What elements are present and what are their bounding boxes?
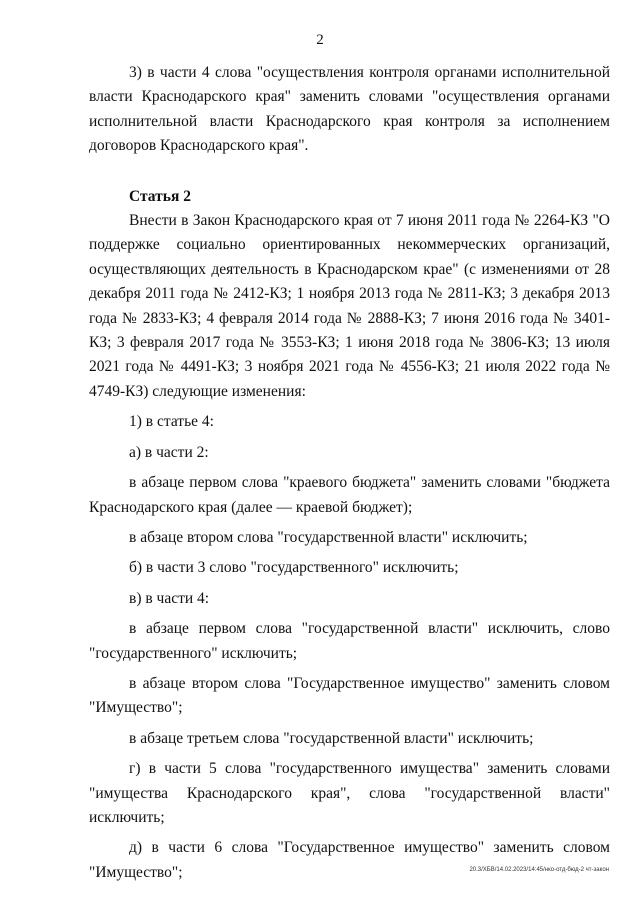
article-paragraph: в абзаце первом слова "краевого бюджета" заменить словами "бюджета Краснодарского края (далее — краевой бюджет); bbox=[89, 474, 610, 516]
article-paragraph: Внести в Закон Краснодарского края от 7 июня 2011 года № 2264-КЗ "О поддержке социально ориентированных некоммерческих организаций, осуществляющих деятельность в Краснодарском крае" (с изменениями от 28 декабря 2011 года № 2412-КЗ; 1 ноября 2013 года № 2811-КЗ; 3 декабря 2013 года № 2833-КЗ; 4 февраля 2014 года № 2888-КЗ; 7 июня 2016 года № 3401-КЗ; 3 февраля 2017 года № 3553-КЗ; 1 июня 2018 года № 3806-КЗ; 13 июля 2021 года № 4491-КЗ; 3 ноября 2021 года № 4556-КЗ; 21 июля 2022 года № 4749-КЗ) следующие изменения: bbox=[89, 212, 610, 400]
article-paragraph: б) в части 3 слово "государственного" исключить; bbox=[129, 559, 459, 577]
page-number: 2 bbox=[316, 32, 324, 48]
article-heading: Статья 2 bbox=[129, 187, 191, 205]
article-paragraph: в абзаце первом слова "государственной власти" исключить, слово "государственного" исключить; bbox=[89, 620, 610, 662]
paragraph-amendment-3: 3) в части 4 слова "осуществления контроля органами исполнительной власти Краснодарского края" заменить словами "осуществления органами исполнительной власти Краснодарского края контроля за исполнением договоров Краснодарского края". bbox=[89, 64, 610, 155]
article-paragraph: в абзаце втором слова "государственной власти" исключить; bbox=[129, 528, 528, 546]
article-paragraph: в) в части 4: bbox=[129, 589, 210, 607]
article-paragraph: а) в части 2: bbox=[129, 443, 209, 461]
article-paragraph: д) в части 6 слова "Государственное имущество" заменить словом "Имущество"; bbox=[89, 839, 610, 881]
article-2-body bbox=[89, 209, 610, 885]
document-body bbox=[89, 61, 610, 891]
article-paragraph: в абзаце третьем слова "государственной власти" исключить; bbox=[129, 729, 534, 747]
footer-document-code: 20.3/ХБВ/14.02.2023/14:45/нко-отд-бюд-2 чт-закон bbox=[469, 867, 609, 873]
article-paragraph: 1) в статье 4: bbox=[129, 413, 214, 431]
article-paragraph: в абзаце втором слова "Государственное имущество" заменить словом "Имущество"; bbox=[89, 674, 610, 717]
article-paragraph: г) в части 5 слова "государственного имущества" заменить словами "имущества Краснодарского края", слова "государственной власти" исключить; bbox=[89, 760, 610, 826]
